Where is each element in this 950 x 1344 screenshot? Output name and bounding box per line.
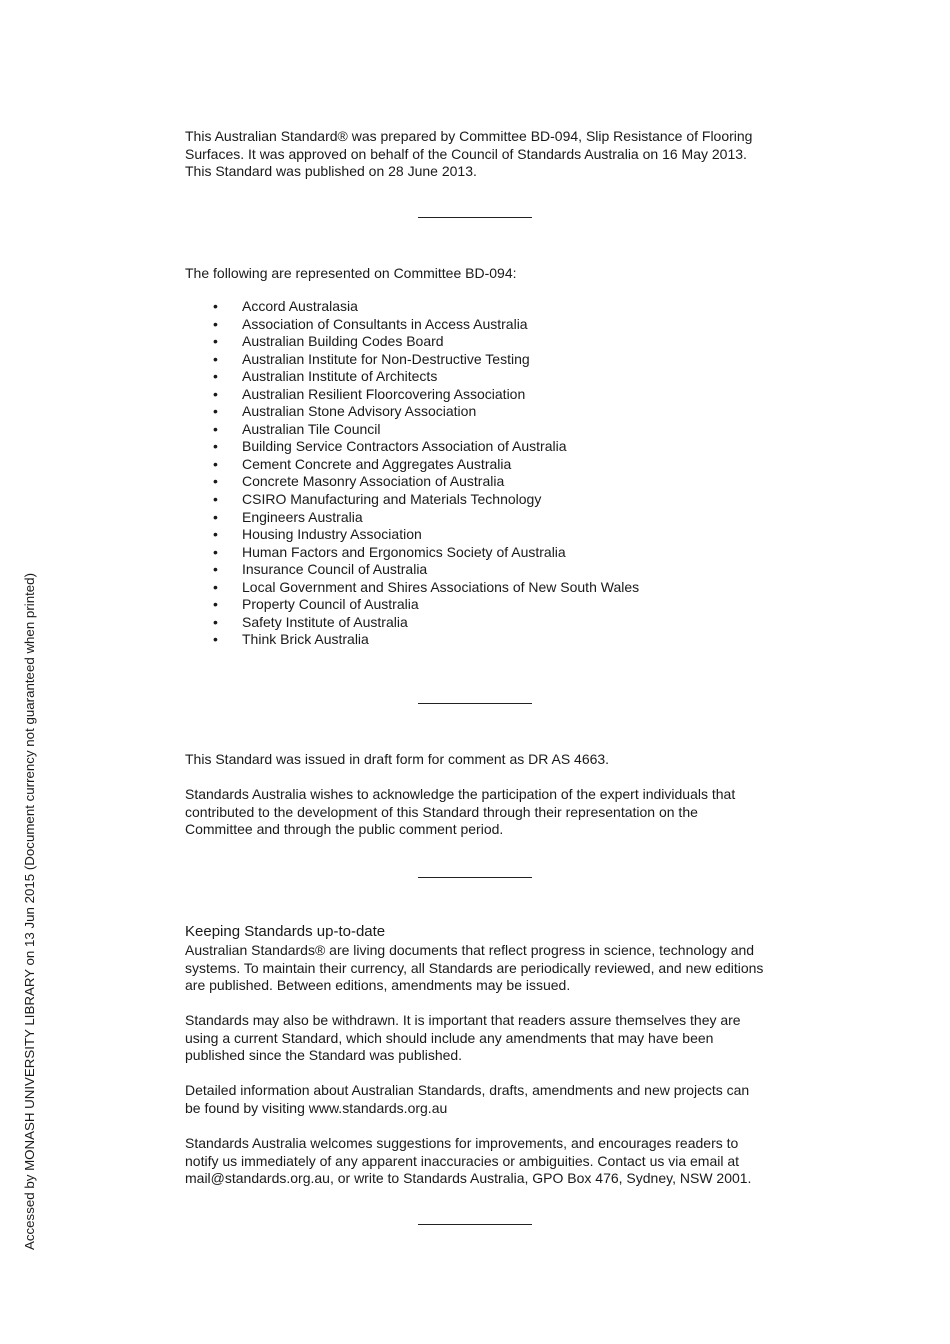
committee-member-item xyxy=(185,298,639,316)
bullet-icon: • xyxy=(213,491,218,508)
bullet-icon: • xyxy=(213,455,218,472)
committee-member-name: Housing Industry Association xyxy=(242,526,422,543)
bullet-icon: • xyxy=(213,526,218,543)
committee-member-item xyxy=(185,473,639,491)
committee-member-name: Insurance Council of Australia xyxy=(242,561,428,578)
preparation-line-1: This Australian Standard® was prepared by Committee BD-094, Slip Resistance of Flooring xyxy=(185,128,753,144)
section-divider xyxy=(418,1224,532,1225)
committee-member-item xyxy=(185,491,639,509)
committee-member-item xyxy=(185,631,639,649)
committee-member-item xyxy=(185,561,639,579)
withdrawn-line-3: published since the Standard was published. xyxy=(185,1047,463,1063)
bullet-icon: • xyxy=(213,596,218,613)
committee-intro: The following are represented on Committee BD-094: xyxy=(185,265,517,281)
section-divider xyxy=(418,703,532,704)
bullet-icon: • xyxy=(213,631,218,648)
withdrawn-line-2: using a current Standard, which should include any amendments that may have been xyxy=(185,1029,714,1046)
committee-member-name: Human Factors and Ergonomics Society of Australia xyxy=(242,543,566,560)
committee-member-name: Think Brick Australia xyxy=(242,631,369,648)
suggestions-line-2: notify us immediately of any apparent inaccuracies or ambiguities. Contact us via email at xyxy=(185,1152,740,1169)
acknowledgement-line-1: Standards Australia wishes to acknowledge the participation of the expert individuals that xyxy=(185,786,736,802)
committee-member-name: Safety Institute of Australia xyxy=(242,613,408,630)
bullet-icon: • xyxy=(213,508,218,525)
bullet-icon: • xyxy=(213,350,218,367)
committee-member-name: Australian Institute of Architects xyxy=(242,368,438,385)
bullet-icon: • xyxy=(213,298,218,314)
committee-member-list xyxy=(185,298,639,649)
living-documents-line-3: are published. Between editions, amendments may be issued. xyxy=(185,977,571,993)
committee-member-item xyxy=(185,596,639,614)
preparation-line-3: This Standard was published on 28 June 2013. xyxy=(185,163,477,179)
committee-member-name: Concrete Masonry Association of Australia xyxy=(242,473,505,490)
bullet-icon: • xyxy=(213,578,218,595)
committee-member-name: Accord Australasia xyxy=(242,298,358,314)
suggestions-line-3-suffix: , or write to Standards Australia, GPO Box 476, Sydney, NSW 2001. xyxy=(329,1170,752,1186)
committee-member-item xyxy=(185,614,639,632)
keeping-standards-heading: Keeping Standards up-to-date xyxy=(185,923,386,940)
committee-member-item xyxy=(185,403,639,421)
preparation-line-2: Surfaces. It was approved on behalf of the Council of Standards Australia on 16 May 2013. xyxy=(185,145,747,162)
acknowledgement-line-2: contributed to the development of this Standard through their representation on the xyxy=(185,803,698,820)
preparation-statement xyxy=(185,128,775,181)
detailed-info-line-1: Detailed information about Australian Standards, drafts, amendments and new projects can xyxy=(185,1082,750,1098)
committee-member-name: Australian Tile Council xyxy=(242,420,381,437)
bullet-icon: • xyxy=(213,613,218,630)
committee-member-item xyxy=(185,386,639,404)
section-divider xyxy=(418,217,532,218)
committee-member-item xyxy=(185,456,639,474)
access-watermark: Accessed by MONASH UNIVERSITY LIBRARY on 13 Jun 2015 (Document currency not guaranteed when printed) xyxy=(22,572,37,1250)
living-documents-line-1: Australian Standards® are living documents that reflect progress in science, technology and xyxy=(185,942,755,958)
committee-member-item xyxy=(185,351,639,369)
bullet-icon: • xyxy=(213,333,218,350)
acknowledgement-line-3: Committee and through the public comment period. xyxy=(185,821,504,837)
detailed-info-line-2-prefix: be found by visiting xyxy=(185,1099,309,1116)
bullet-icon: • xyxy=(213,543,218,560)
bullet-icon: • xyxy=(213,385,218,402)
committee-member-name: Association of Consultants in Access Australia xyxy=(242,315,528,332)
suggestions-paragraph xyxy=(185,1135,775,1188)
committee-member-name: Property Council of Australia xyxy=(242,596,419,613)
withdrawn-paragraph xyxy=(185,1012,775,1065)
withdrawn-line-1: Standards may also be withdrawn. It is important that readers assure themselves they are xyxy=(185,1012,741,1028)
committee-member-item xyxy=(185,316,639,334)
committee-member-name: Australian Building Codes Board xyxy=(242,333,444,350)
bullet-icon: • xyxy=(213,561,218,578)
committee-member-name: Local Government and Shires Associations of New South Wales xyxy=(242,578,640,595)
section-divider xyxy=(418,877,532,878)
committee-member-name: Cement Concrete and Aggregates Australia xyxy=(242,455,512,472)
bullet-icon: • xyxy=(213,473,218,490)
committee-member-item xyxy=(185,579,639,597)
committee-member-item xyxy=(185,544,639,562)
standards-website-link[interactable]: www.standards.org.au xyxy=(308,1099,448,1116)
committee-member-name: Building Service Contractors Association of Australia xyxy=(242,438,567,455)
committee-member-item xyxy=(185,333,639,351)
committee-member-name: Australian Institute for Non-Destructive Testing xyxy=(242,350,530,367)
committee-member-name: CSIRO Manufacturing and Materials Technology xyxy=(242,491,542,508)
bullet-icon: • xyxy=(213,438,218,455)
acknowledgement-paragraph xyxy=(185,786,775,839)
draft-issued-statement: This Standard was issued in draft form for comment as DR AS 4663. xyxy=(185,751,610,767)
bullet-icon: • xyxy=(213,315,218,332)
bullet-icon: • xyxy=(213,420,218,437)
detailed-info-paragraph xyxy=(185,1082,775,1117)
living-documents-line-2: systems. To maintain their currency, all Standards are periodically reviewed, and new editions xyxy=(185,959,764,976)
committee-member-name: Australian Stone Advisory Association xyxy=(242,403,477,420)
committee-member-item xyxy=(185,368,639,386)
committee-member-item xyxy=(185,421,639,439)
committee-member-item xyxy=(185,526,639,544)
committee-member-name: Engineers Australia xyxy=(242,508,363,525)
suggestions-line-1: Standards Australia welcomes suggestions for improvements, and encourages readers to xyxy=(185,1135,739,1151)
committee-member-item xyxy=(185,509,639,527)
contact-email-link[interactable]: mail@standards.org.au xyxy=(185,1170,330,1186)
bullet-icon: • xyxy=(213,368,218,385)
committee-member-item xyxy=(185,438,639,456)
committee-member-name: Australian Resilient Floorcovering Association xyxy=(242,385,526,402)
living-documents-paragraph xyxy=(185,942,775,995)
bullet-icon: • xyxy=(213,403,218,420)
